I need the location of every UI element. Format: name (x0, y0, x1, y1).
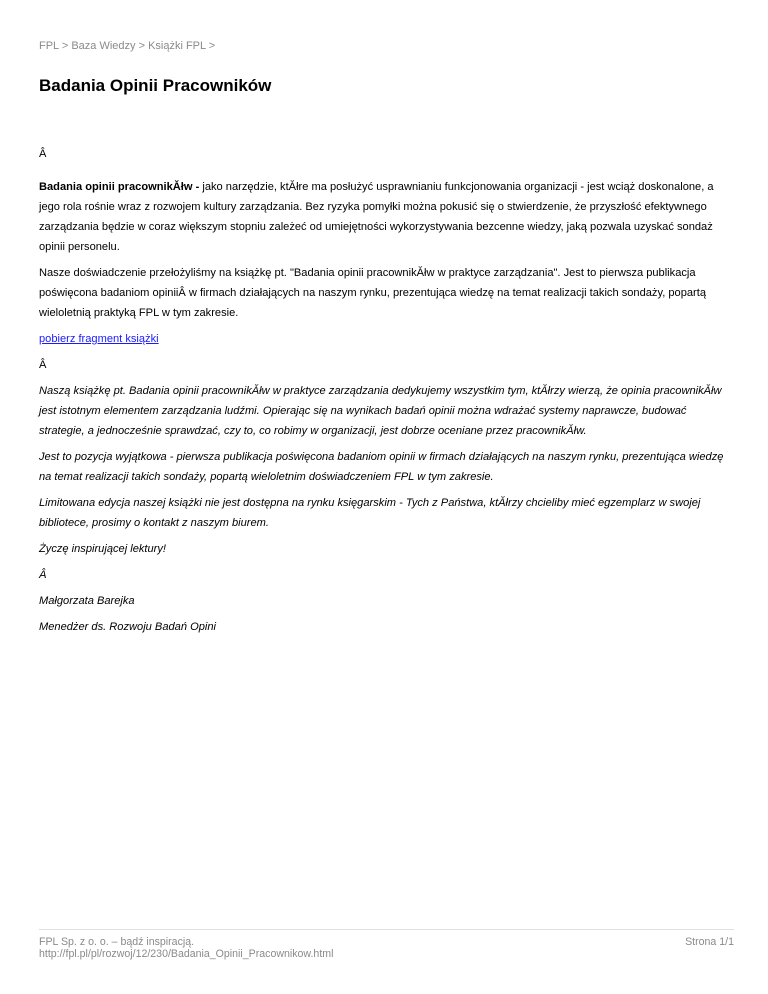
spacer-text: Â (39, 148, 47, 160)
limited-edition-paragraph: Limitowana edycja naszej książki nie jest dostępna na rynku księgarskim - Tych z Państwa, ktĂłrzy chcieliby mieć egzemplarz w swojej bibliotece, prosimy o kontakt z naszym biurem. (39, 497, 701, 529)
spacer-text: Â (39, 569, 47, 581)
breadcrumb-item-baza-wiedzy[interactable]: Baza Wiedzy (71, 40, 136, 52)
dedication-paragraph: Naszą książkę pt. Badania opinii pracownikĂłw w praktyce zarządzania dedykujemy wszystkim tym, ktĂłrzy wierzą, że opinia pracownikĂłw jest istotnym elementem zarządzania ludźmi. Opierając się na wynikach badań opinii można wdrażać systemy naprawcze, budować strategie, a jednocześnie sprawdzać, czy to, co robimy w organizacji, jest dobrze oceniane przez pracownikĂłw. (39, 385, 722, 437)
signature-name: Małgorzata Barejka (39, 595, 135, 607)
breadcrumb (39, 40, 215, 52)
breadcrumb-item-fpl[interactable]: FPL (39, 40, 59, 52)
spacer-text: Â (39, 359, 47, 371)
footer-page-number: Strona 1/1 (685, 936, 734, 948)
breadcrumb-separator: > (135, 40, 149, 52)
download-fragment-link[interactable]: pobierz fragment książki (39, 333, 159, 345)
breadcrumb-item-ksiazki-fpl[interactable]: Książki FPL (148, 40, 206, 52)
breadcrumb-separator: > (58, 40, 72, 52)
intro-text: jako narzędzie, ktĂłre ma posłużyć usprawnianiu funkcjonowania organizacji - jest wciąż doskonalone, a jego rola rośnie wraz z rozwojem kultury zarządzania. Bez ryzyka pomyłki można pokusić się o stwierdzenie, że przyszłość efektywnego zarządzania będzie w coraz większym stopniu zależeć od umiejętności wykorzystywania bezcenne wiedzy, jaką pozwala uzyskać sondaż opinii personelu. (39, 181, 714, 253)
intro-paragraph (39, 177, 734, 257)
page-title: Badania Opinii Pracowników (39, 76, 272, 95)
intro-bold-text: Badania opinii pracownikĂłw - (39, 181, 200, 193)
unique-publication-paragraph: Jest to pozycja wyjątkowa - pierwsza publikacja poświęcona badaniom opinii w firmach działających na naszym rynku, prezentująca wiedzę na temat realizacji takich sondaży, popartą wieloletnim doświadczeniem FPL w tym zakresie. (39, 451, 724, 483)
footer-url: http://fpl.pl/pl/rozwoj/12/230/Badania_Opinii_Pracownikow.html (39, 948, 334, 960)
download-paragraph (39, 329, 734, 349)
footer-divider (39, 929, 734, 930)
breadcrumb-separator: > (205, 40, 216, 52)
signature-role: Menedżer ds. Rozwoju Badań Opini (39, 621, 216, 633)
footer-company: FPL Sp. z o. o. – bądź inspiracją. (39, 936, 195, 948)
footer-info (39, 936, 333, 960)
wish-text: Życzę inspirującej lektury! (39, 543, 167, 555)
article-body (39, 144, 734, 643)
paragraph-experience: Nasze doświadczenie przełożyliśmy na książkę pt. "Badania opinii pracownikĂłw w praktyce zarządzania". Jest to pierwsza publikacja poświęcona badaniom opiniiÂ w firmach działających na naszym rynku, prezentująca wiedzę na temat realizacji takich sondaży, popartą wieloletnią praktyką FPL w tym zakresie. (39, 267, 706, 319)
